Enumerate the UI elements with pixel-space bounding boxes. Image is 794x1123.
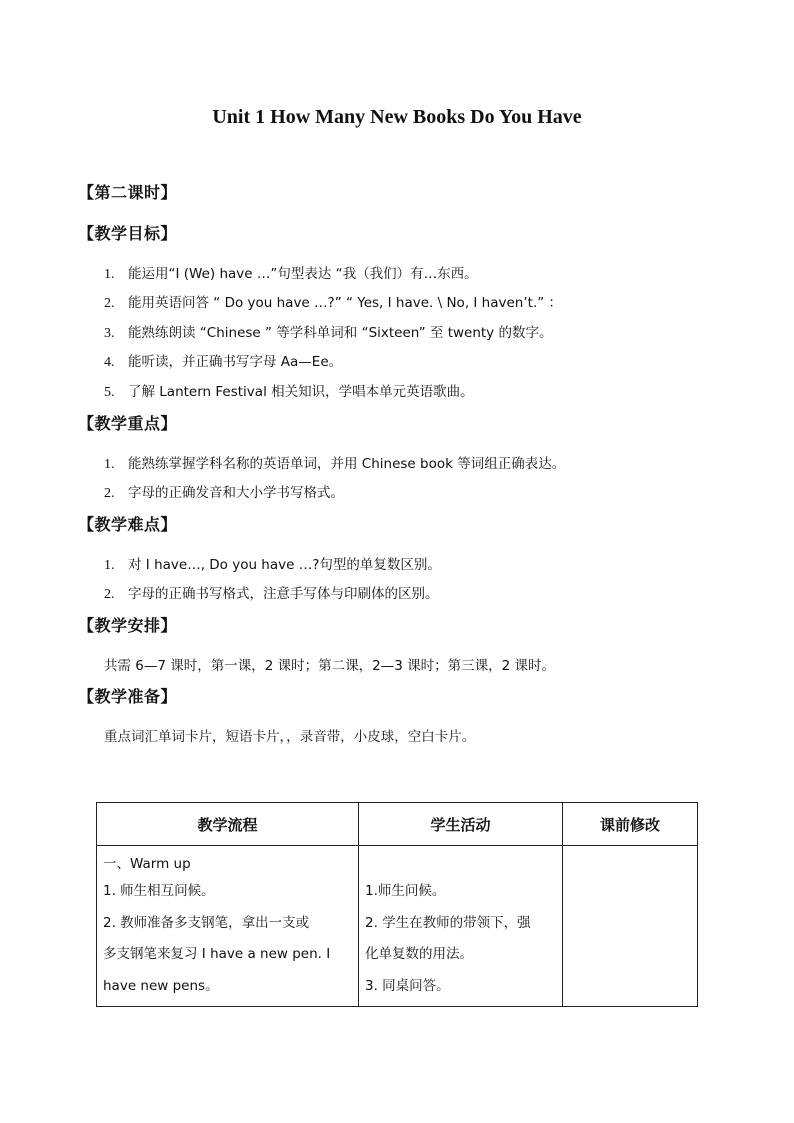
item-text: 字母的正确发音和大小学书写格式。 bbox=[128, 485, 344, 501]
objective-item bbox=[104, 262, 478, 283]
item-number: 1. bbox=[104, 457, 115, 472]
cell-line: 3. 同桌问答。 bbox=[365, 977, 450, 994]
objective-item bbox=[104, 291, 562, 312]
item-number: 2. bbox=[104, 486, 115, 501]
objective-item bbox=[104, 380, 474, 401]
item-text: 能运用“I (We) have …”句型表达 “我（我们）有…东西。 bbox=[128, 266, 478, 282]
item-number: 2. bbox=[104, 587, 115, 602]
header-teaching-process: 教学流程 bbox=[97, 803, 359, 846]
cell-line: 2. 教师准备多支钢笔，拿出一支或 bbox=[103, 914, 310, 931]
header-student-activity: 学生活动 bbox=[359, 803, 563, 846]
header-pre-class-revision: 课前修改 bbox=[563, 803, 698, 846]
cell-line: 2. 学生在教师的带领下，强 bbox=[365, 914, 531, 931]
document-title: Unit 1 How Many New Books Do You Have bbox=[212, 106, 582, 128]
arrangement-text: 共需 6—7 课时，第一课，2 课时；第二课，2—3 课时；第三课，2 课时。 bbox=[104, 658, 555, 674]
objective-item bbox=[104, 321, 552, 342]
cell-line: 1. 师生相互问候。 bbox=[103, 883, 215, 899]
teaching-process-table bbox=[96, 802, 698, 1007]
preparation-heading: 【教学准备】 bbox=[78, 687, 178, 706]
item-text: 能熟练掌握学科名称的英语单词，并用 Chinese book 等词组正确表达。 bbox=[128, 456, 566, 472]
cell-line: 一、Warm up bbox=[103, 856, 191, 872]
item-number: 1. bbox=[104, 267, 115, 282]
objective-item bbox=[104, 350, 342, 371]
table-header-row bbox=[97, 803, 698, 846]
student-activity-cell bbox=[359, 846, 563, 1007]
preparation-text: 重点词汇单词卡片，短语卡片，，录音带，小皮球，空白卡片。 bbox=[104, 729, 476, 745]
table-row bbox=[97, 846, 698, 1007]
cell-line: 1.师生问候。 bbox=[365, 883, 446, 899]
key-point-item bbox=[104, 481, 344, 502]
item-number: 4. bbox=[104, 355, 115, 370]
key-point-item bbox=[104, 452, 565, 473]
cell-line: have new pens。 bbox=[103, 977, 219, 994]
item-number: 5. bbox=[104, 385, 115, 400]
item-number: 3. bbox=[104, 326, 115, 341]
cell-line: 多支钢笔来复习 I have a new pen. I bbox=[103, 946, 331, 962]
item-number: 2. bbox=[104, 296, 115, 311]
arrangement-heading: 【教学安排】 bbox=[78, 616, 178, 635]
item-text: 了解 Lantern Festival 相关知识，学唱本单元英语歌曲。 bbox=[128, 384, 474, 400]
difficulty-item bbox=[104, 582, 439, 603]
item-text: 字母的正确书写格式，注意手写体与印刷体的区别。 bbox=[128, 586, 439, 602]
difficulties-heading: 【教学难点】 bbox=[78, 515, 178, 534]
item-text: 能熟练朗读 “Chinese ” 等学科单词和 “Sixteen” 至 twenty 的数字。 bbox=[128, 325, 553, 341]
period-heading: 【第二课时】 bbox=[78, 183, 178, 202]
objectives-heading: 【教学目标】 bbox=[78, 224, 178, 243]
pre-class-revision-cell bbox=[563, 846, 698, 1007]
item-text: 能听读，并正确书写字母 Aa—Ee。 bbox=[128, 354, 343, 370]
item-text: 能用英语问答 “ Do you have …?” “ Yes, I have. \ No, I haven’t.” ： bbox=[128, 295, 563, 311]
teaching-process-cell bbox=[97, 846, 359, 1007]
item-text: 对 I have…, Do you have …?句型的单复数区别。 bbox=[128, 557, 441, 573]
cell-line: 化单复数的用法。 bbox=[365, 946, 473, 962]
key-points-heading: 【教学重点】 bbox=[78, 414, 178, 433]
item-number: 1. bbox=[104, 558, 115, 573]
difficulty-item bbox=[104, 553, 441, 574]
